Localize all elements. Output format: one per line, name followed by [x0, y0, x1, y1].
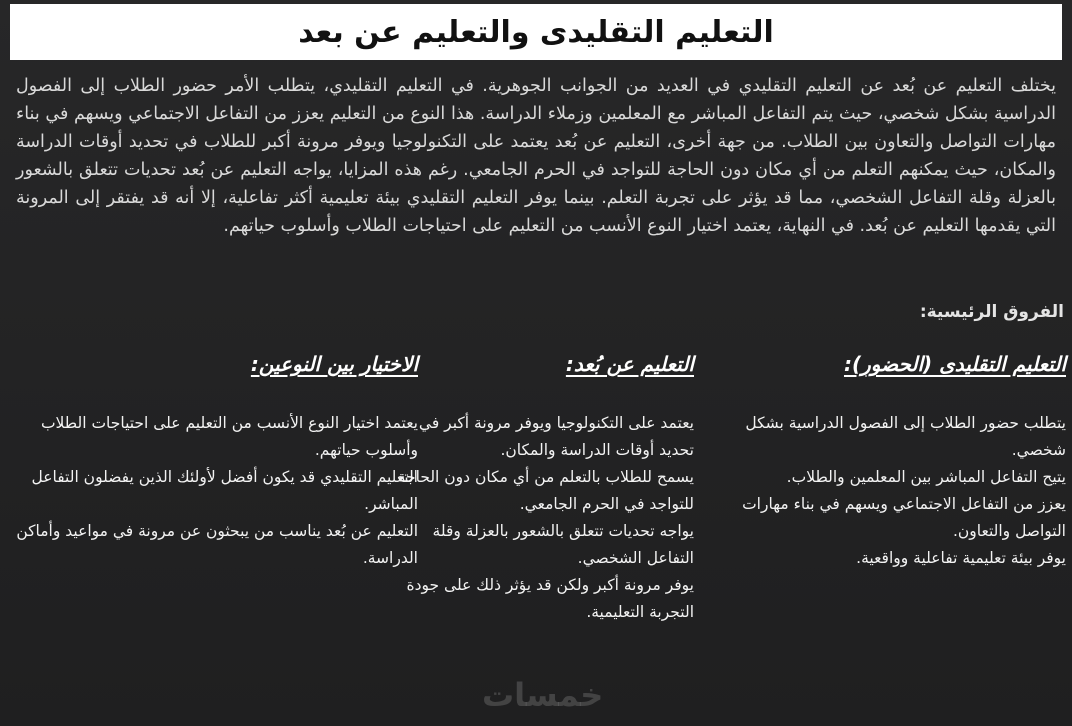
- list-item: يواجه تحديات تتعلق بالشعور بالعزلة وقلة التفاعل الشخصي.: [432, 522, 694, 567]
- list-item: يوفر بيئة تعليمية تفاعلية وواقعية.: [856, 549, 1066, 567]
- list-item: التعليم التقليدي قد يكون أفضل لأولئك الذين يفضلون التفاعل المباشر.: [31, 468, 418, 513]
- differences-heading: الفروق الرئيسية:: [919, 302, 1064, 322]
- column-heading-traditional: التعليم التقليدى (الحضور):: [843, 352, 1066, 376]
- list-item: يتيح التفاعل المباشر بين المعلمين والطلاب.: [786, 468, 1066, 486]
- list-item: يعزز من التفاعل الاجتماعي ويسهم في بناء مهارات التواصل والتعاون.: [742, 495, 1066, 540]
- page-title: التعليم التقليدى والتعليم عن بعد: [298, 14, 774, 50]
- column-heading-online: التعليم عن بُعد:: [565, 352, 694, 376]
- column-online-education: [394, 352, 694, 626]
- choice-list: [16, 410, 418, 572]
- list-item: يتطلب حضور الطلاب إلى الفصول الدراسية بشكل شخصي.: [745, 414, 1066, 459]
- traditional-list: [736, 410, 1066, 572]
- list-item: التعليم عن بُعد يناسب من يبحثون عن مرونة في مواعيد وأماكن الدراسة.: [16, 522, 418, 567]
- list-item: يوفر مرونة أكبر ولكن قد يؤثر ذلك على جودة التجربة التعليمية.: [406, 576, 694, 621]
- column-traditional-education: [736, 352, 1066, 572]
- title-bar: [10, 4, 1062, 60]
- watermark-logo: خمسات: [482, 676, 604, 714]
- online-list: [394, 410, 694, 626]
- intro-paragraph: يختلف التعليم عن بُعد عن التعليم التقليدي في العديد من الجوانب الجوهرية. في التعليم التقليدي، يتطلب الأمر حضور الطلاب إلى الفصول الدراسية بشكل شخصي، حيث يتم التفاعل المباشر مع المعلمين وزملاء الدراسة. هذا النوع من التعليم يعزز من التفاعل الاجتماعي ويسهم في بناء مهارات التواصل والتعاون بين الطلاب. من جهة أخرى، التعليم عن بُعد يعتمد على التكنولوجيا ويوفر مرونة أكبر للطلاب في تحديد أوقات الدراسة والمكان، حيث يمكنهم التعلم من أي مكان دون الحاجة للتواجد في الحرم الجامعي. رغم هذه المزايا، يواجه التعليم عن بُعد تحديات تتعلق بالشعور بالعزلة وقلة التفاعل الشخصي، مما قد يؤثر على تجربة التعلم. بينما يوفر التعليم التقليدي بيئة تعليمية أكثر تفاعلية، إلا أنه قد يفتقر إلى المرونة التي يقدمها التعليم عن بُعد. في النهاية، يعتمد اختيار النوع الأنسب من التعليم على احتياجات الطلاب وأسلوب حياتهم.: [16, 76, 1056, 236]
- column-choice-between-types: [16, 352, 418, 572]
- list-item: يسمح للطلاب بالتعلم من أي مكان دون الحاجة للتواجد في الحرم الجامعي.: [397, 468, 694, 513]
- list-item: يعتمد اختيار النوع الأنسب من التعليم على احتياجات الطلاب وأسلوب حياتهم.: [40, 414, 418, 459]
- column-heading-choice: الاختيار بين النوعين:: [250, 352, 418, 376]
- list-item: يعتمد على التكنولوجيا ويوفر مرونة أكبر في تحديد أوقات الدراسة والمكان.: [418, 414, 694, 459]
